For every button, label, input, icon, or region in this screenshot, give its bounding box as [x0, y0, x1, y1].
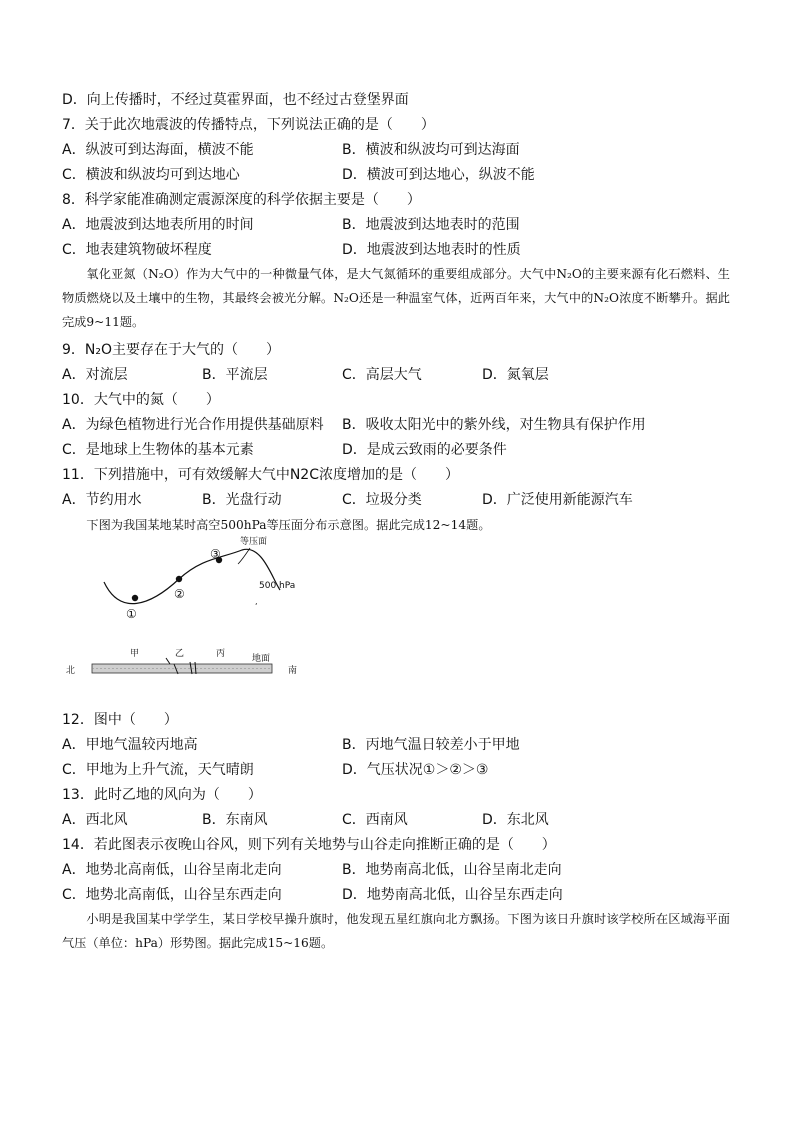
q9-option-d: D．氮氧层	[482, 367, 549, 383]
q9-stem: 9．N₂O主要存在于大气的（ ）	[62, 342, 281, 358]
label-point-3: ③	[210, 547, 221, 561]
q14-stem: 14．若此图表示夜晚山谷风，则下列有关地势与山谷走向推断正确的是（ ）	[62, 837, 556, 853]
q13-stem: 13．此时乙地的风向为（ ）	[62, 787, 262, 803]
q13-option-a: A．西北风	[62, 812, 128, 828]
q9-option-b: B．平流层	[202, 367, 268, 383]
passage-flag: 小明是我国某中学学生，某日学校早操升旗时，他发现五星红旗向北方飘扬。下图为该日升旗时该学校所在区域海平面气压（单位：hPa）形势图。据此完成15~16题。	[62, 912, 730, 950]
q6-option-d: D．向上传播时，不经过莫霍界面，也不经过古登堡界面	[62, 92, 409, 108]
q8-option-b: B．地震波到达地表时的范围	[342, 217, 520, 233]
q11-stem: 11．下列措施中，可有效缓解大气中N2C浓度增加的是（ ）	[62, 467, 459, 483]
q11-option-c: C．垃圾分类	[342, 492, 422, 508]
q12-option-c: C．甲地为上升气流，天气晴朗	[62, 762, 254, 778]
label-isobar: 等压面	[240, 537, 268, 547]
q13-option-b: B．东南风	[202, 812, 268, 828]
q10-option-b: B．吸收太阳光中的紫外线，对生物具有保护作用	[342, 417, 646, 433]
q7-option-b: B．横波和纵波均可到达海面	[342, 142, 520, 158]
q9-option-a: A．对流层	[62, 367, 128, 383]
q9-option-c: C．高层大气	[342, 367, 422, 383]
q12-stem: 12．图中（ ）	[62, 712, 178, 728]
q12-option-d: D．气压状况①＞②＞③	[342, 762, 489, 778]
point-2	[176, 576, 182, 582]
q13-option-d: D．东北风	[482, 812, 549, 828]
label-point-2: ②	[174, 587, 185, 601]
q10-option-a: A．为绿色植物进行光合作用提供基础原料	[62, 417, 324, 433]
q13-option-c: C．西南风	[342, 812, 408, 828]
q8-stem: 8．科学家能准确测定震源深度的科学依据主要是（ ）	[62, 192, 421, 208]
q14-option-a: A．地势北高南低，山谷呈南北走向	[62, 862, 282, 878]
q8-option-c: C．地表建筑物破坏程度	[62, 242, 212, 258]
q11-option-b: B．光盘行动	[202, 492, 282, 508]
q7-option-c: C．横波和纵波均可到达地心	[62, 167, 240, 183]
q10-option-c: C．是地球上生物体的基本元素	[62, 442, 254, 458]
passage-500hpa: 下图为我国某地某时高空500hPa等压面分布示意图。据此完成12~14题。	[86, 518, 491, 532]
q7-option-d: D．横波可到达地心，纵波不能	[342, 167, 535, 183]
q14-option-c: C．地势北高南低，山谷呈东西走向	[62, 887, 282, 903]
label-yi: 乙	[175, 649, 185, 659]
q12-option-a: A．甲地气温较丙地高	[62, 737, 198, 753]
label-south: 南	[288, 666, 298, 676]
label-north: 北	[66, 666, 76, 676]
label-point-1: ①	[126, 607, 137, 621]
mark-comma: ,	[255, 597, 258, 606]
isobar-curve	[104, 549, 280, 603]
q10-stem: 10．大气中的氮（ ）	[62, 392, 220, 408]
q10-option-d: D．是成云致雨的必要条件	[342, 442, 507, 458]
q11-option-a: A．节约用水	[62, 492, 142, 508]
label-500hpa: 500 hPa	[259, 581, 296, 591]
label-ground: 地面	[252, 654, 271, 664]
q11-option-d: D．广泛使用新能源汽车	[482, 492, 633, 508]
isobar-diagram	[62, 528, 322, 688]
q12-option-b: B．丙地气温日较差小于甲地	[342, 737, 520, 753]
q14-option-b: B．地势南高北低，山谷呈南北走向	[342, 862, 562, 878]
passage-n2o: 氧化亚氮（N₂O）作为大气中的一种微量气体，是大气氮循环的重要组成部分。大气中N₂O的主要来源有化石燃料、生物质燃烧以及土壤中的生物，其最终会被光分解。N₂O还是一种温室气体，近两百年来，大气中的N₂O浓度不断攀升。据此完成9~11题。	[62, 267, 730, 329]
q8-option-a: A．地震波到达地表所用的时间	[62, 217, 254, 233]
q8-option-d: D．地震波到达地表时的性质	[342, 242, 521, 258]
q7-option-a: A．纵波可到达海面，横波不能	[62, 142, 254, 158]
label-bing: 丙	[216, 649, 226, 659]
point-1	[132, 595, 138, 601]
label-jia: 甲	[130, 649, 140, 659]
q14-option-d: D．地势南高北低，山谷呈东西走向	[342, 887, 563, 903]
q7-stem: 7．关于此次地震波的传播特点，下列说法正确的是（ ）	[62, 117, 435, 133]
